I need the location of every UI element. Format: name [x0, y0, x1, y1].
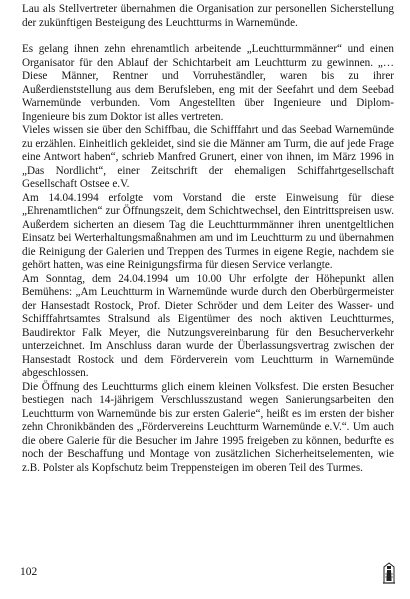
- paragraph-opening-ceremony: Am Sonntag, dem 24.04.1994 um 10.00 Uhr erfolgte der Höhepunkt allen Bemühens: „Am Leuchtturm in Warnemünde wurde durch den Oberbürgermeister der Hansestadt Rostock, Prof. Dieter Schröder und dem Leiter des Wasser- und Schifffahrtsamtes Stralsund als Eigentümer des noch aktiven Leuchtturmes, Baudirektor Falk Meyer, die Nutzungsvereinbarung für den Besucherverkehr unterzeichnet. Im Anschluss daran wurde der Überlassungsvertrag zwischen der Hansestadt Rostock und dem Förderverein vom Leuchtturm in Warnemünde abgeschlossen.: [22, 272, 394, 379]
- book-page-text: [22, 3, 394, 475]
- paragraph-public-opening: Die Öffnung des Leuchtturms glich einem kleinen Volksfest. Die ersten Besucher bestiegen nach 14-jährigem Verschlusszustand wegen Sanierungsarbeiten den Leuchtturm von Warnemünde bis zur ersten Galerie“, heißt es im ersten der bisher zehn Chronikbänden des „Fördervereins Leuchtturm Warnemünde e.V.“. Um auch die obere Galerie für die Besucher im Jahre 1995 freigeben zu können, bedurfte es noch der Beschaffung und Montage von zusätzlichen Sicherheitselementen, wie z.B. Polster als Kopfschutz beim Treppensteigen im oberen Teil des Turmes.: [22, 380, 394, 474]
- paragraph-spacer: [22, 30, 394, 43]
- lighthouse-icon: [381, 562, 397, 586]
- paragraph-briefing: Am 14.04.1994 erfolgte vom Vorstand die erste Einweisung für diese „Ehrenamtlichen“ zur Öffnungszeit, dem Schichtwechsel, den Eintrittspreisen usw. Außerdem sicherten an diesem Tag die Leuchtturmmänner ihren unentgeltlichen Einsatz bei Werterhaltungsmaßnahmen am und im Leuchtturm zu und übernahmen die Reinigung der Galerien und Treppen des Turmes in eigene Regie, nachdem sie gehört hatten, was eine Reinigungsfirma für diesen Service verlangte.: [22, 191, 394, 271]
- paragraph-knowledge: Vieles wissen sie über den Schiffbau, die Schifffahrt und das Seebad Warnemünde zu erzählen. Einheitlich gekleidet, sind sie die Männer am Turm, die auf jede Frage eine Antwort haben“, schrieb Manfred Grunert, einer von ihnen, im März 1996 in „Das Nordlicht“, einer Zeitschrift der ehemaligen Schiffahrtgesellschaft Gesellschaft Ostsee e.V.: [22, 124, 394, 190]
- paragraph-volunteers: Es gelang ihnen zehn ehrenamtlich arbeitende „Leuchtturmmänner“ und einen Organisator für den Ablauf der Schichtarbeit am Leuchtturm zu gewinnen. „…Diese Männer, Rentner und Vorruheständler, waren bis zu ihrer Außerdienststellung aus dem Berufsleben, eng mit der Seefahrt und dem Seebad Warnemünde verbunden. Vom Angestellten über Ingenieure und Diplom-Ingenieure bis zum Doktor ist alles vertreten.: [22, 43, 394, 123]
- paragraph-intro: Lau als Stellvertreter übernahmen die Organisation zur personellen Sicherstellung der zukünftigen Besteigung des Leuchtturms in Warnemünde.: [22, 3, 394, 29]
- page-number: 102: [20, 566, 38, 578]
